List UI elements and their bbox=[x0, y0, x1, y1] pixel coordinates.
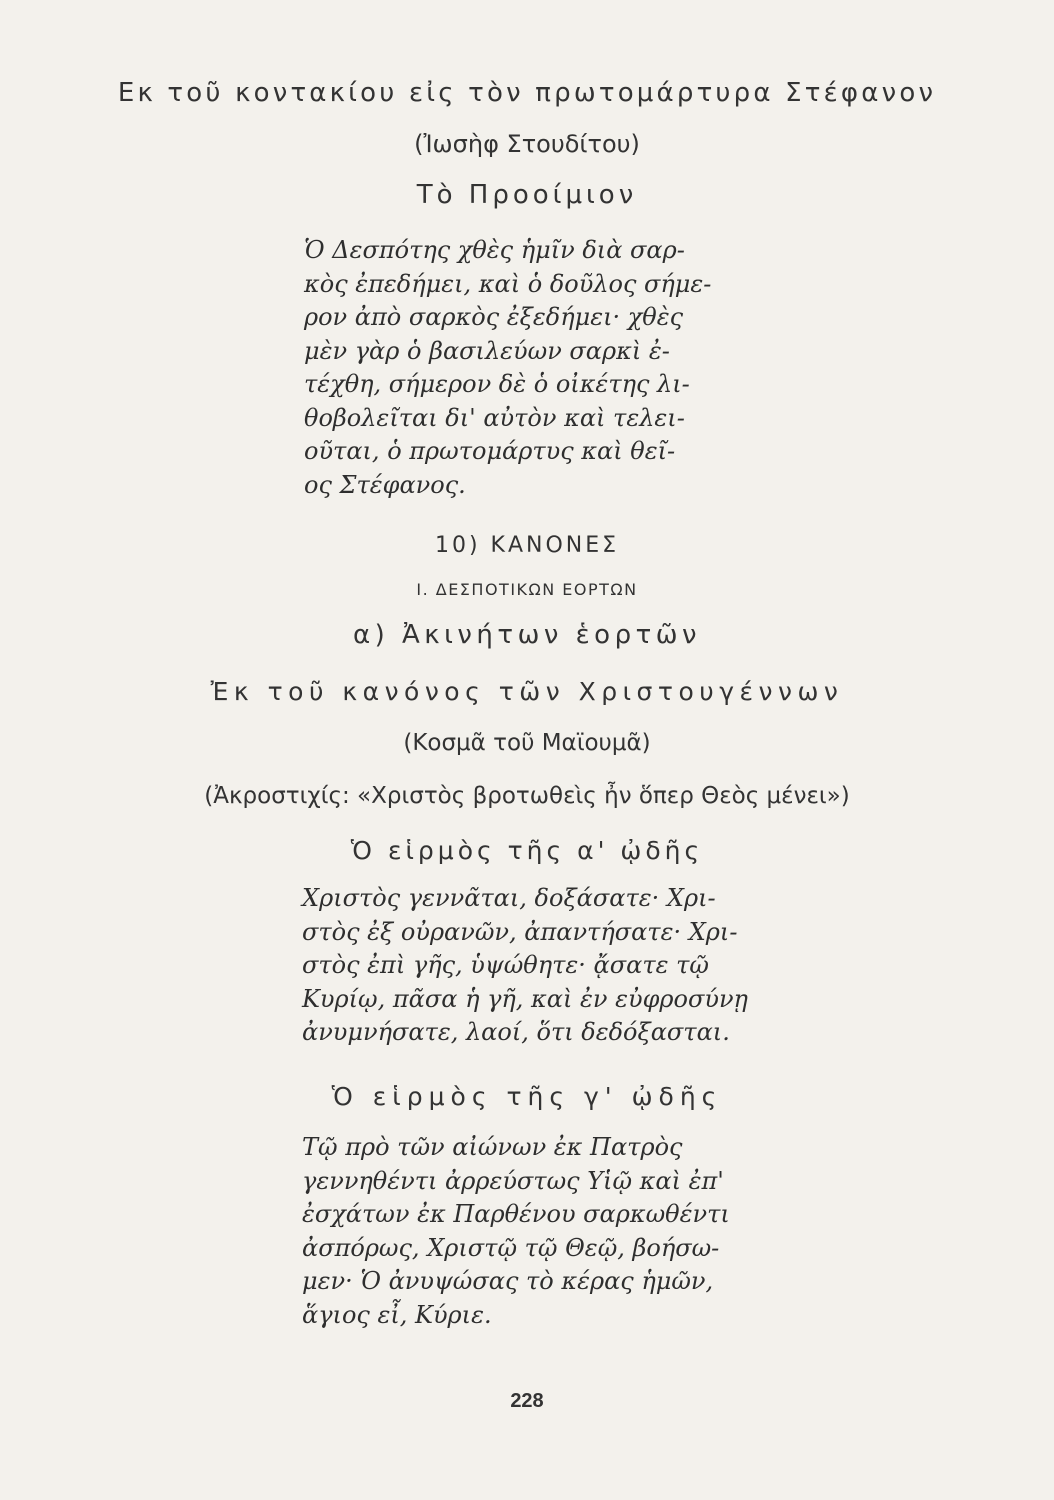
text-line: Κυρίῳ, πᾶσα ἡ γῆ, καὶ ἐν εὐφροσύνῃ bbox=[302, 984, 748, 1013]
ode3-heading: Ὁ εἱρμὸς τῆς γ' ᾠδῆς bbox=[331, 1082, 723, 1111]
kanones-subheading: Ι. ΔΕΣΠΟΤΙΚΩΝ ΕΟΡΤΩΝ bbox=[416, 580, 638, 599]
ode1-heading: Ὁ εἱρμὸς τῆς α' ᾠδῆς bbox=[350, 836, 704, 865]
text-line: οῦται, ὁ πρωτομάρτυς καὶ θεῖ- bbox=[304, 437, 676, 465]
text-line: τέχθη, σήμερον δὲ ὁ οἰκέτης λι- bbox=[304, 370, 690, 398]
text-line: κὸς ἐπεδήμει, καὶ ὁ δοῦλος σήμε- bbox=[304, 269, 712, 298]
page-number: 228 bbox=[510, 1390, 544, 1412]
canon-author: (Κοσμᾶ τοῦ Μαϊουμᾶ) bbox=[403, 730, 651, 756]
text-line: Ὁ Δεσπότης χθὲς ἡμῖν διὰ σαρ- bbox=[304, 236, 685, 264]
ode1-text bbox=[302, 882, 748, 1050]
text-line: ἀσπόρως, Χριστῷ τῷ Θεῷ, βοήσω- bbox=[302, 1233, 720, 1262]
kontakion-title: Εκ τοῦ κοντακίου εἰς τὸν πρωτομάρτυρα Στέφανον bbox=[117, 78, 937, 108]
text-line: στὸς ἐπὶ γῆς, ὑψώθητε· ᾄσατε τῷ bbox=[302, 951, 709, 979]
canon-title: Ἐκ τοῦ κανόνος τῶν Χριστουγέννων bbox=[210, 677, 844, 706]
ode3-text bbox=[302, 1131, 730, 1332]
text-line: Τῷ πρὸ τῶν αἰώνων ἐκ Πατρὸς bbox=[302, 1133, 683, 1161]
text-line: ἀνυμνήσατε, λαοί, ὅτι δεδόξασται. bbox=[302, 1018, 730, 1046]
text-line: μὲν γὰρ ὁ βασιλεύων σαρκὶ ἐ- bbox=[304, 336, 670, 365]
kanones-heading: 10) ΚΑΝΟΝΕΣ bbox=[434, 533, 620, 558]
text-line: γεννηθέντι ἀρρεύστως Υἱῷ καὶ ἐπ' bbox=[302, 1166, 724, 1195]
group-heading: α) Ἀκινήτων ἑορτῶν bbox=[352, 620, 702, 650]
prooimion-text bbox=[304, 234, 711, 502]
text-line: θοβολεῖται δι' αὐτὸν καὶ τελει- bbox=[304, 403, 685, 432]
kontakion-author: (Ἰωσὴφ Στουδίτου) bbox=[414, 130, 640, 158]
text-line: ἅγιος εἶ, Κύριε. bbox=[302, 1300, 492, 1329]
text-line: ρον ἀπὸ σαρκὸς ἐξεδήμει· χθὲς bbox=[304, 303, 684, 331]
prooimion-heading: Τὸ Προοίμιον bbox=[416, 180, 638, 210]
text-line: ος Στέφανος. bbox=[304, 470, 466, 499]
text-line: Χριστὸς γεννᾶται, δοξάσατε· Χρι- bbox=[302, 884, 716, 912]
text-line: ἐσχάτων ἐκ Παρθένου σαρκωθέντι bbox=[302, 1200, 730, 1228]
acrostic: (Ἀκροστιχίς: «Χριστὸς βροτωθεὶς ἦν ὅπερ Θεὸς μένει») bbox=[204, 783, 850, 809]
text-line: στὸς ἐξ οὐρανῶν, ἀπαντήσατε· Χρι- bbox=[302, 917, 738, 946]
text-line: μεν· Ὁ ἀνυψώσας τὸ κέρας ἡμῶν, bbox=[302, 1267, 714, 1295]
